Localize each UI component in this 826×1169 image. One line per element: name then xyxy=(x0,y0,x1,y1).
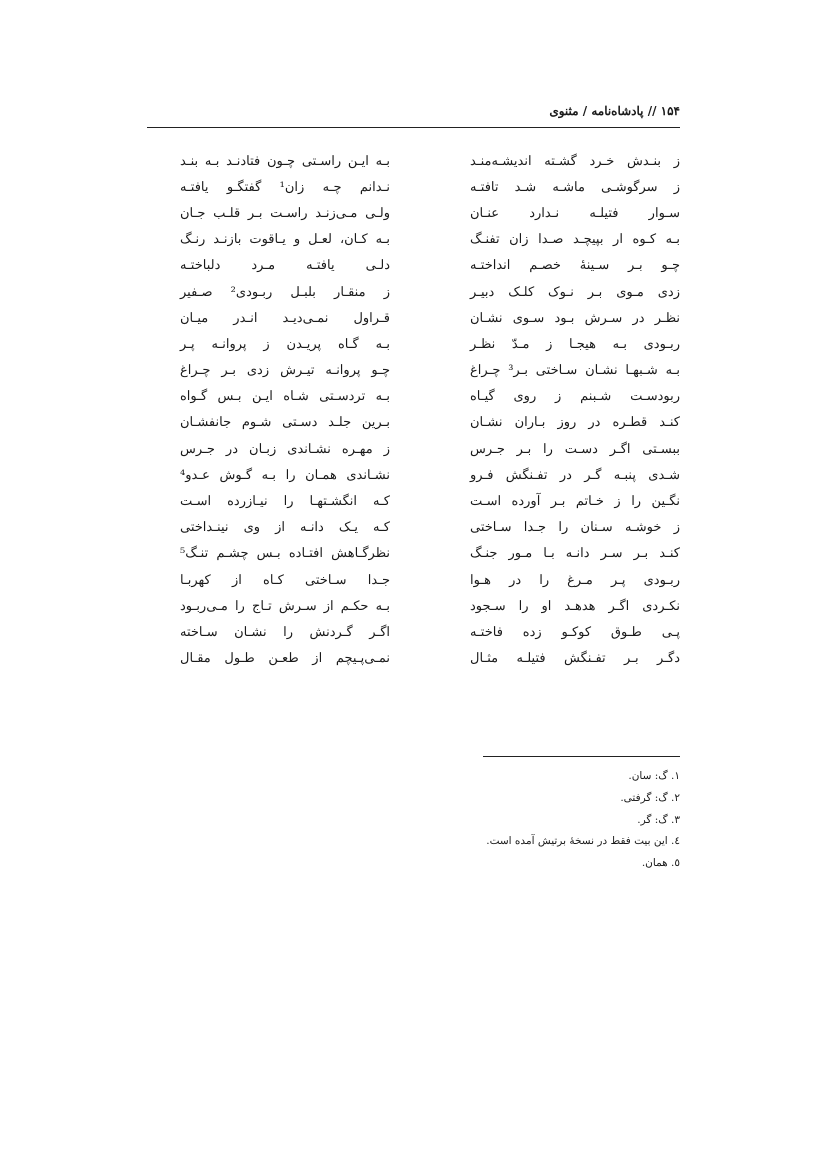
couplet xyxy=(180,646,680,672)
couplet xyxy=(180,331,680,357)
couplet xyxy=(180,227,680,253)
hemistich-right: ز خوشـه سـنان را جـدا سـاختی xyxy=(470,520,680,536)
couplet xyxy=(180,488,680,514)
verse-block xyxy=(180,148,680,672)
footnote: ٤. این بیت فقط در نسخهٔ برتیش آمده است. xyxy=(486,835,680,848)
hemistich-right: بـه کـوه ار بپیچـد صـدا زان تفنـگ xyxy=(470,232,680,248)
hemistich-left: بـه کـان، لعـل و یـاقوت بازنـد رنـگ xyxy=(180,232,390,248)
hemistich-left: اگـر گـردنش را نشـان سـاخته xyxy=(180,624,390,640)
hemistich-right: شـدی پنبـه گـر در تفـنگش فـرو xyxy=(470,467,680,483)
hemistich-right: دگـر بـر تفـنگش فتیلـه مثـال xyxy=(470,651,680,667)
hemistich-right: ببسـتی اگـر دسـت را بـر جـرس xyxy=(470,441,680,457)
footnote: ۱. گ: سان. xyxy=(628,770,680,782)
hemistich-right: نظـر در سـرش بـود سـوی نشـان xyxy=(470,310,680,326)
couplet xyxy=(180,567,680,593)
couplet xyxy=(180,436,680,462)
hemistich-right: کنـد بـر سـر دانـه بـا مـور جنـگ xyxy=(470,546,680,562)
couplet xyxy=(180,358,680,384)
couplet xyxy=(180,462,680,488)
couplet xyxy=(180,253,680,279)
hemistich-right: نگـین را ز خـاتم بـر آورده اسـت xyxy=(470,494,680,510)
hemistich-left: بـه حکـم از سـرش تـاج را مـی‌ربـود xyxy=(180,598,390,614)
hemistich-right: ربـودی پـر مـرغ را در هـوا xyxy=(470,572,680,588)
couplet xyxy=(180,541,680,567)
footnotes xyxy=(420,766,680,875)
hemistich-right: سـوار فتیلـه نـدارد عنـان xyxy=(470,205,680,221)
hemistich-right: نکـردی اگـر هدهـد او را سـجود xyxy=(470,598,680,614)
hemistich-right: ز بنـدش خـرد گشـته اندیشـه‌منـد xyxy=(470,153,680,169)
hemistich-left: بـه تردسـتی شـاه ایـن بـس گـواه xyxy=(180,389,390,405)
footnote: ۳. گ: گر. xyxy=(637,813,680,826)
couplet xyxy=(180,593,680,619)
hemistich-left: نظرگـاهش افتـاده بـس چشـم تنـگ⁵ xyxy=(180,546,390,562)
header-rule xyxy=(147,127,680,128)
footnote-rule xyxy=(483,756,680,757)
couplet xyxy=(180,200,680,226)
hemistich-right: چـو بـر سـینهٔ خصـم انداختـه xyxy=(470,258,680,274)
hemistich-left: چـو پروانـه تیـرش زدی بـر چـراغ xyxy=(180,363,390,379)
couplet xyxy=(180,619,680,645)
hemistich-right: ربودسـت شـبنم ز روی گیـاه xyxy=(470,389,680,405)
footnote: ٥. همان. xyxy=(641,857,680,870)
hemistich-left: بـه گـاه پریـدن ز پروانـه پـر xyxy=(180,336,390,352)
couplet xyxy=(180,305,680,331)
hemistich-left: بـرین جلـد دسـتی شـوم جانفشـان xyxy=(180,415,390,431)
hemistich-left: بـه ایـن راسـتی چـون فتادنـد بـه بنـد xyxy=(180,153,390,169)
couplet xyxy=(180,410,680,436)
hemistich-right: ربـودی بـه هیجـا ز مـدّ نظـر xyxy=(470,336,680,352)
hemistich-left: ولـی مـی‌زنـد راسـت بـر قلـب جـان xyxy=(180,205,390,221)
hemistich-left: نشـاندی همـان را بـه گـوش عـدو⁴ xyxy=(180,467,390,483)
hemistich-left: جـدا سـاختی کـاه از کهربـا xyxy=(180,572,390,588)
couplet xyxy=(180,384,680,410)
hemistich-left: ز مهـره نشـاندی زبـان در جـرس xyxy=(180,441,390,457)
couplet xyxy=(180,279,680,305)
couplet xyxy=(180,174,680,200)
hemistich-right: بـه شـبهـا نشـان سـاختی بـر³ چـراغ xyxy=(470,363,680,379)
footnote: ۲. گ: گرفتی. xyxy=(620,791,680,804)
couplet xyxy=(180,515,680,541)
hemistich-right: زدی مـوی بـر نـوک کلـک دبیـر xyxy=(470,284,680,300)
hemistich-left: قـراول نمـی‌دیـد انـدر میـان xyxy=(180,310,390,326)
hemistich-left: ز منقـار بلبـل ربـودی² صـفیر xyxy=(180,284,390,300)
hemistich-right: کنـد قطـره در روز بـاران نشـان xyxy=(470,415,680,431)
hemistich-left: کـه انگشـتهـا را نیـازرده اسـت xyxy=(180,494,390,510)
hemistich-right: پـی طـوق کوکـو زده فاختـه xyxy=(470,624,680,640)
hemistich-left: کـه یـک دانـه از وی نینـداختی xyxy=(180,520,390,536)
hemistich-left: دلـی یافتـه مـرد دلباختـه xyxy=(180,258,390,274)
hemistich-right: ز سرگوشـی ماشـه شـد تافتـه xyxy=(470,179,680,195)
couplet xyxy=(180,148,680,174)
running-header: ۱۵۴ // پادشاه‌نامه / مثنوی xyxy=(549,104,680,118)
hemistich-left: نـدانم چـه زان¹ گفتگـو یافتـه xyxy=(180,179,390,195)
hemistich-left: نمـی‌پـیچم از طعـن طـول مقـال xyxy=(180,651,390,667)
